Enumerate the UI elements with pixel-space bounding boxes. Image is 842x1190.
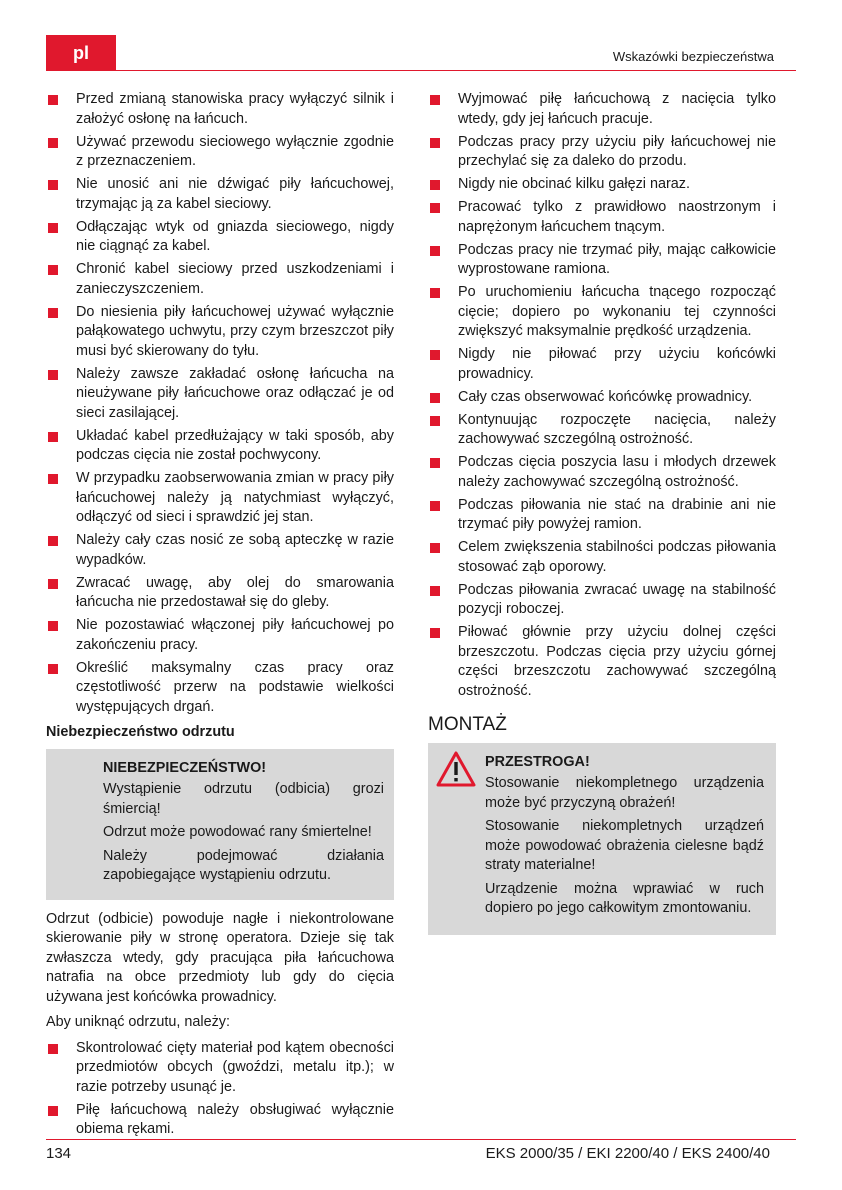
bullet-square-icon bbox=[48, 1044, 58, 1054]
bullet-square-icon bbox=[48, 664, 58, 674]
list-item: Nigdy nie piłować przy użyciu końcówki prowadnicy. bbox=[428, 345, 776, 384]
bullet-square-icon bbox=[430, 180, 440, 190]
list-item: Do niesienia piły łańcuchowej używać wyłącznie pałąkowatego uchwytu, przy czym brzeszczot piły musi być skierowany do tyłu. bbox=[46, 303, 394, 362]
list-item: Przed zmianą stanowiska pracy wyłączyć silnik i założyć osłonę na łańcuch. bbox=[46, 90, 394, 129]
avoid-bullet-list bbox=[46, 1039, 394, 1140]
page-number: 134 bbox=[46, 1145, 72, 1162]
model-names: EKS 2000/35 / EKI 2200/40 / EKS 2400/40 bbox=[485, 1145, 770, 1162]
list-item: Podczas cięcia poszycia lasu i młodych drzewek należy zachowywać szczególną ostrożność. bbox=[428, 453, 776, 492]
list-item: Zwracać uwagę, aby olej do smarowania łańcucha nie przedostawał się do gleby. bbox=[46, 574, 394, 613]
bullet-square-icon bbox=[48, 138, 58, 148]
bullet-square-icon bbox=[430, 628, 440, 638]
list-item: Podczas piłowania zwracać uwagę na stabilność pozycji roboczej. bbox=[428, 581, 776, 620]
list-item: W przypadku zaobserwowania zmian w pracy piły łańcuchowej należy ją natychmiast wyłączyć, odłączyć od sieci i sprawdzić jej stan. bbox=[46, 469, 394, 528]
list-item: Układać kabel przedłużający w taki sposób, aby podczas cięcia nie został pochwycony. bbox=[46, 427, 394, 466]
left-bullet-list bbox=[46, 90, 394, 717]
bullet-square-icon bbox=[48, 432, 58, 442]
bullet-square-icon bbox=[430, 95, 440, 105]
bullet-square-icon bbox=[430, 350, 440, 360]
bullet-square-icon bbox=[430, 543, 440, 553]
list-item: Nie pozostawiać włączonej piły łańcuchowej po zakończeniu pracy. bbox=[46, 616, 394, 655]
list-item: Należy zawsze zakładać osłonę łańcucha na nieużywane piły łańcuchowe oraz odłączać je od sieci zasilającej. bbox=[46, 365, 394, 424]
bullet-square-icon bbox=[430, 393, 440, 403]
bullet-square-icon bbox=[430, 246, 440, 256]
bullet-square-icon bbox=[430, 458, 440, 468]
caution-box-line: Stosowanie niekompletnych urządzeń może powodować obrażenia cielesne bądź straty materialne! bbox=[485, 818, 764, 873]
left-column bbox=[46, 90, 394, 1143]
header-divider bbox=[46, 70, 796, 71]
list-item: Piłować głównie przy użyciu dolnej części brzeszczotu. Podczas cięcia przy użyciu górnej części brzeszczotu zachowywać szczególną ostrożność. bbox=[428, 623, 776, 701]
avoid-intro: Aby uniknąć odrzutu, należy: bbox=[46, 1014, 230, 1030]
list-item: Podczas pracy przy użyciu piły łańcuchowej nie przechylać się za daleko do przodu. bbox=[428, 133, 776, 172]
language-badge: pl bbox=[46, 35, 116, 71]
bullet-square-icon bbox=[48, 370, 58, 380]
danger-box-line: Wystąpienie odrzutu (odbicia) grozi śmiercią! bbox=[103, 781, 384, 817]
bullet-square-icon bbox=[48, 265, 58, 275]
list-item: Nigdy nie obcinać kilku gałęzi naraz. bbox=[428, 175, 776, 195]
right-column bbox=[428, 90, 776, 935]
list-item: Należy cały czas nosić ze sobą apteczkę w razie wypadków. bbox=[46, 531, 394, 570]
list-item: Określić maksymalny czas pracy oraz częstotliwość przerw na podstawie wielkości występujących drgań. bbox=[46, 659, 394, 718]
danger-box bbox=[46, 749, 394, 900]
kickback-paragraph: Odrzut (odbicie) powoduje nagłe i niekontrolowane skierowanie piły w stronę operatora. Dzieje się tak zwłaszcza wtedy, gdy pracująca piła łańcuchowa natrafia na obce przedmioty lub gdy do cięcia używana jest końcówka prowadnicy. bbox=[46, 910, 394, 1005]
footer-divider bbox=[46, 1139, 796, 1140]
warning-triangle-icon bbox=[436, 751, 476, 787]
caution-box-line: Urządzenie można wprawiać w ruch dopiero po jego całkowitym zmontowaniu. bbox=[485, 880, 764, 916]
list-item: Pracować tylko z prawidłowo naostrzonym i naprężonym łańcuchem tnącym. bbox=[428, 198, 776, 237]
bullet-square-icon bbox=[430, 501, 440, 511]
list-item: Chronić kabel sieciowy przed uszkodzeniami i zanieczyszczeniem. bbox=[46, 260, 394, 299]
list-item: Używać przewodu sieciowego wyłącznie zgodnie z przeznaczeniem. bbox=[46, 133, 394, 172]
list-item: Nie unosić ani nie dźwigać piły łańcuchowej, trzymając ją za kabel sieciowy. bbox=[46, 175, 394, 214]
bullet-square-icon bbox=[48, 223, 58, 233]
bullet-square-icon bbox=[430, 586, 440, 596]
bullet-square-icon bbox=[48, 95, 58, 105]
bullet-square-icon bbox=[48, 308, 58, 318]
caution-box-title: PRZESTROGA! bbox=[485, 753, 590, 770]
list-item: Kontynuując rozpoczęte nacięcia, należy zachowywać szczególną ostrożność. bbox=[428, 411, 776, 450]
caution-box-line: Stosowanie niekompletnego urządzenia może być przyczyną obrażeń! bbox=[485, 775, 764, 811]
list-item: Podczas piłowania nie stać na drabinie ani nie trzymać piły powyżej ramion. bbox=[428, 496, 776, 535]
list-item: Cały czas obserwować końcówkę prowadnicy. bbox=[428, 388, 776, 408]
list-item: Podczas pracy nie trzymać piły, mając całkowicie wyprostowane ramiona. bbox=[428, 241, 776, 280]
danger-box-line: Należy podejmować działania zapobiegające wystąpieniu odrzutu. bbox=[103, 847, 384, 883]
bullet-square-icon bbox=[48, 579, 58, 589]
bullet-square-icon bbox=[430, 203, 440, 213]
list-item: Piłę łańcuchową należy obsługiwać wyłącznie obiema rękami. bbox=[46, 1101, 394, 1140]
list-item: Celem zwiększenia stabilności podczas piłowania stosować ząb oporowy. bbox=[428, 538, 776, 577]
kickback-heading: Niebezpieczeństwo odrzutu bbox=[46, 724, 235, 740]
list-item: Po uruchomieniu łańcucha tnącego rozpocząć cięcie; dopiero po wykonaniu tej czynności zwiększyć maksymalnie prędkość urządzenia. bbox=[428, 283, 776, 342]
list-item: Skontrolować cięty materiał pod kątem obecności przedmiotów obcych (gwoździ, metalu itp.); w razie potrzeby usunąć je. bbox=[46, 1039, 394, 1098]
bullet-square-icon bbox=[430, 416, 440, 426]
bullet-square-icon bbox=[48, 536, 58, 546]
bullet-square-icon bbox=[48, 1106, 58, 1116]
right-bullet-list bbox=[428, 90, 776, 701]
header-title: Wskazówki bezpieczeństwa bbox=[612, 49, 774, 64]
danger-box-line: Odrzut może powodować rany śmiertelne! bbox=[103, 824, 372, 840]
bullet-square-icon bbox=[48, 180, 58, 190]
bullet-square-icon bbox=[48, 621, 58, 631]
bullet-square-icon bbox=[430, 138, 440, 148]
montage-heading: MONTAŻ bbox=[428, 714, 507, 735]
list-item: Wyjmować piłę łańcuchową z nacięcia tylko wtedy, gdy jej łańcuch pracuje. bbox=[428, 90, 776, 129]
list-item: Odłączając wtyk od gniazda sieciowego, nigdy nie ciągnąć za kabel. bbox=[46, 218, 394, 257]
caution-box bbox=[428, 743, 776, 935]
bullet-square-icon bbox=[48, 474, 58, 484]
danger-box-title: NIEBEZPIECZEŃSTWO! bbox=[103, 759, 267, 776]
bullet-square-icon bbox=[430, 288, 440, 298]
